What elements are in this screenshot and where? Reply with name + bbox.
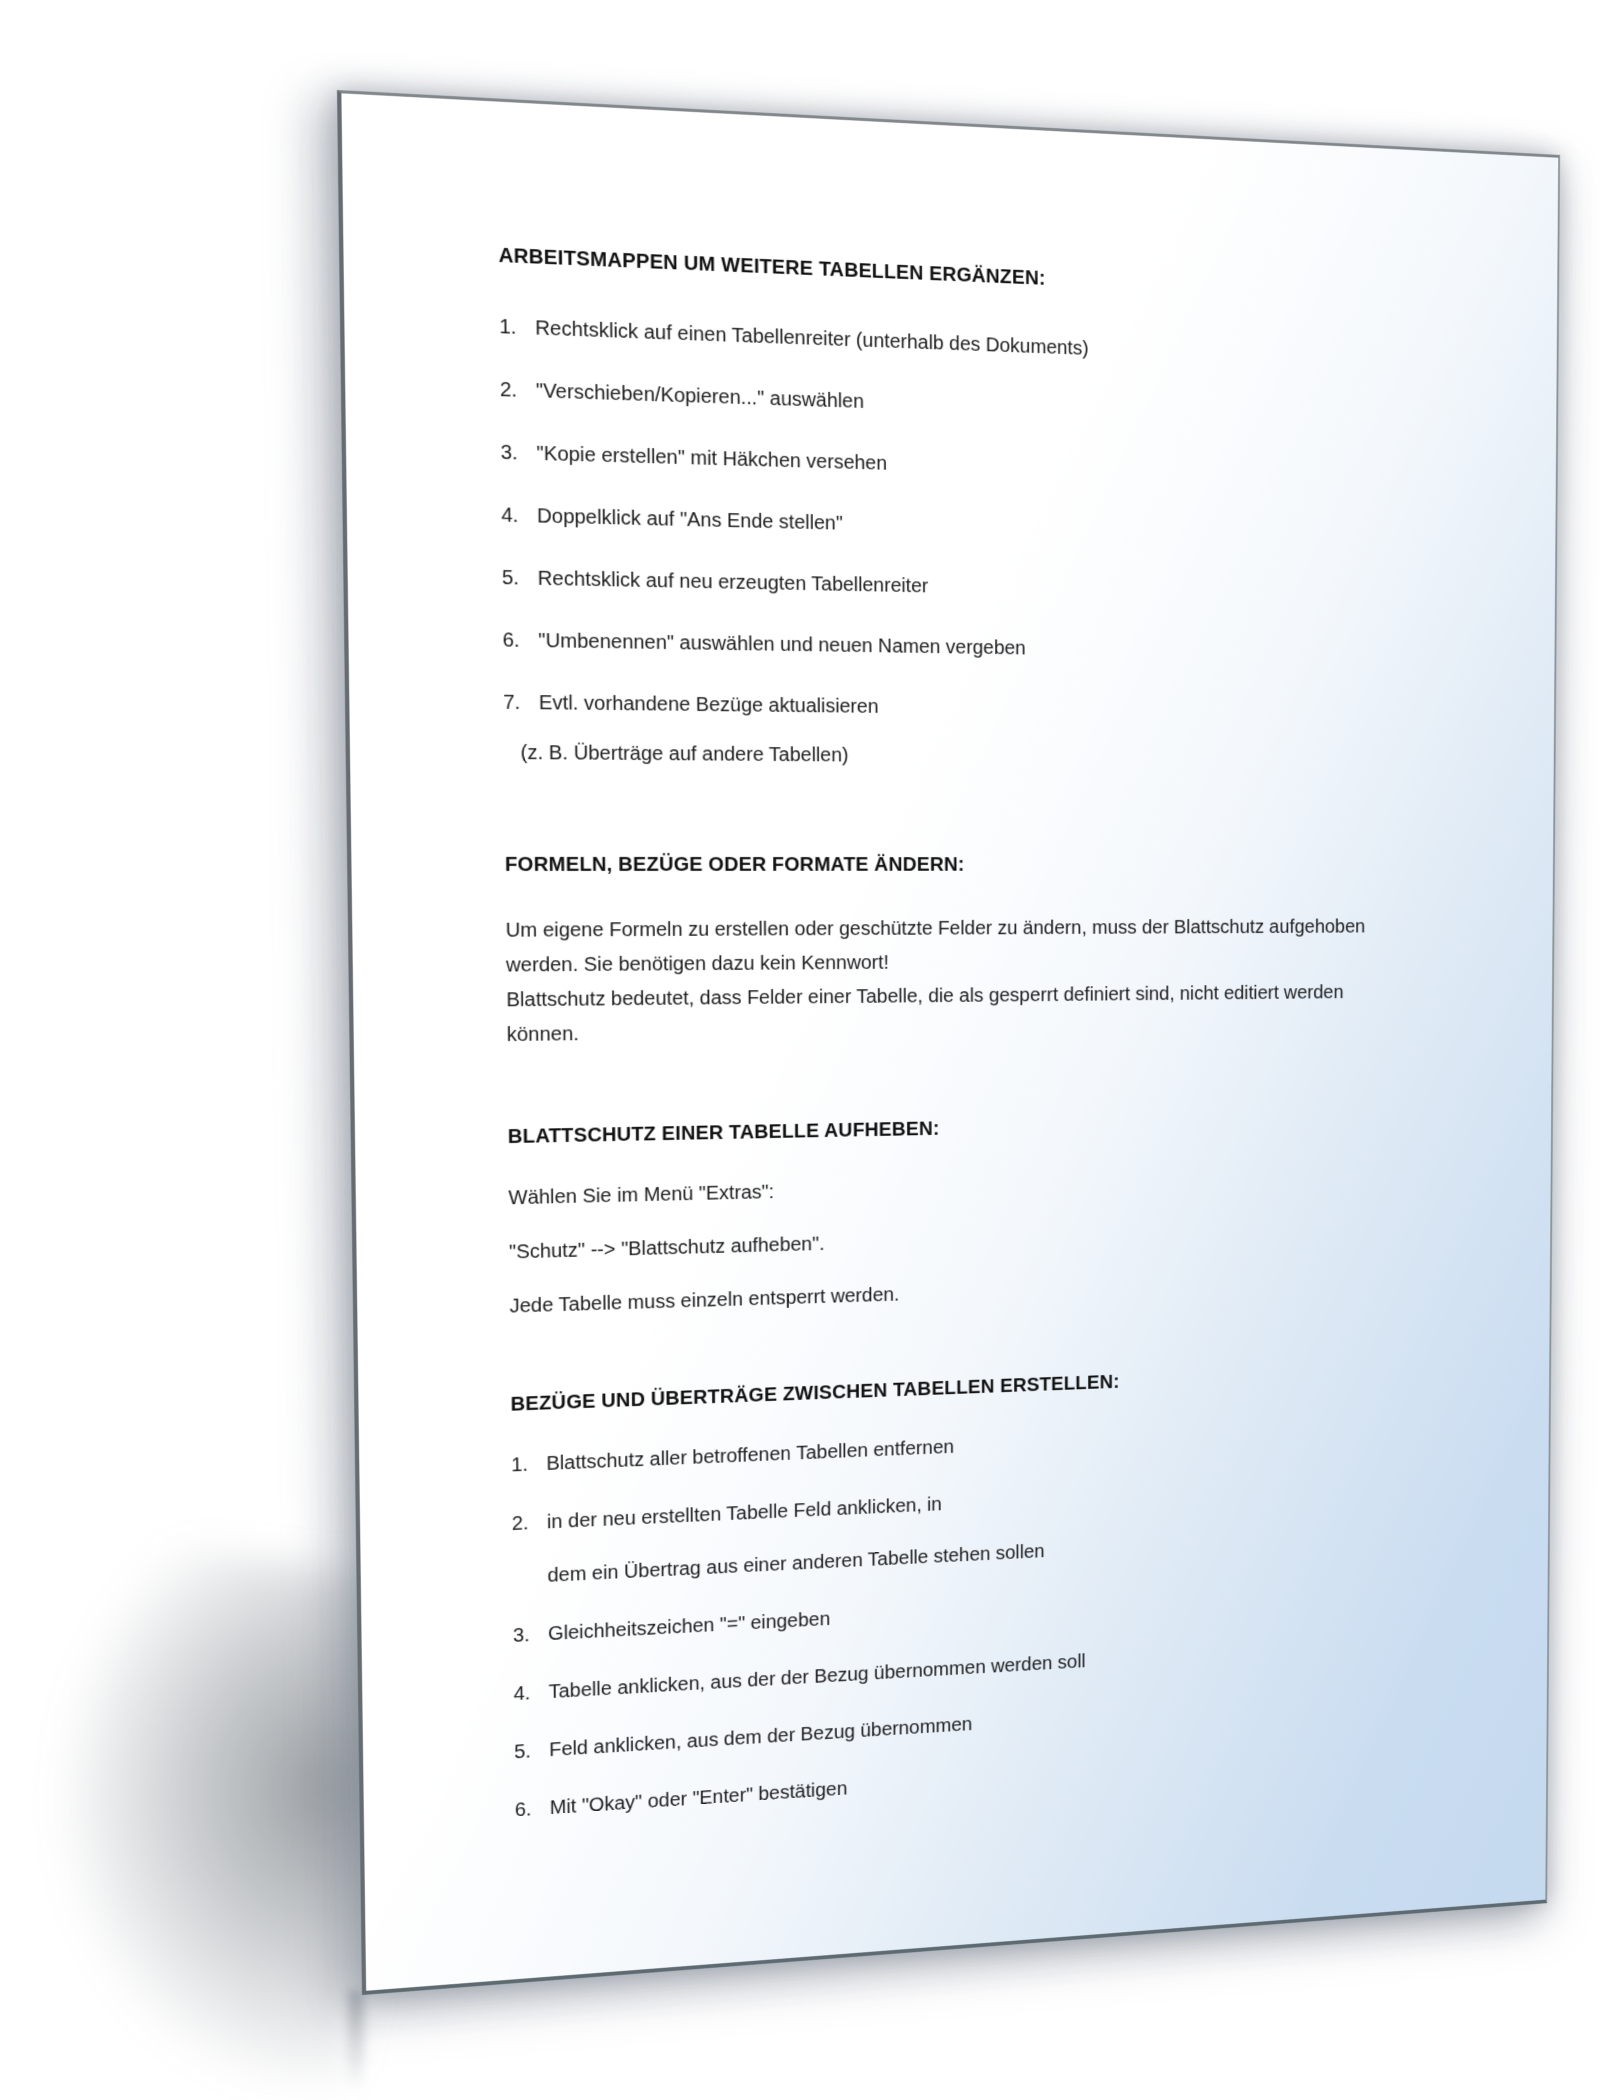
list-text: Rechtsklick auf einen Tabellenreiter (unterhalb des Dokuments) <box>535 317 1089 360</box>
list-text: Blattschutz aller betroffenen Tabellen entfernen <box>546 1436 955 1475</box>
list-text: Feld anklicken, aus dem der Bezug übernommen <box>549 1714 973 1762</box>
paragraph-line: Blattschutz bedeutet, dass Felder einer Tabelle, die als gesperrt definiert sind, nicht editiert werden <box>506 982 1344 1012</box>
list-text: Gleichheitszeichen "=" eingeben <box>547 1608 831 1645</box>
list-text <box>547 1488 1045 1589</box>
list-text: Doppelklick auf "Ans Ende stellen" <box>536 505 843 535</box>
list-text: "Kopie erstellen" mit Häkchen versehen <box>536 442 888 475</box>
list-text: Evtl. vorhandene Bezüge aktualisieren <box>538 692 879 718</box>
list-text-line2: dem ein Übertrag aus einer anderen Tabelle stehen sollen <box>547 1541 1045 1587</box>
list-text: Rechtsklick auf neu erzeugten Tabellenreiter <box>537 567 929 598</box>
page-corner-reflection <box>348 1990 364 2090</box>
list-number: 7. <box>503 691 521 714</box>
list-number: 1. <box>499 315 517 339</box>
page-content <box>498 243 1469 1980</box>
list-text: Mit "Okay" oder "Enter" bestätigen <box>549 1778 848 1819</box>
paragraph-line: Um eigene Formeln zu erstellen oder geschützte Felder zu ändern, muss der Blattschutz aufgehoben <box>505 916 1366 942</box>
list-text: "Verschieben/Kopieren..." auswählen <box>535 380 865 413</box>
list-item <box>512 1469 1463 1591</box>
list-number: 3. <box>512 1624 530 1647</box>
paragraph-line: Wählen Sie im Menü "Extras": <box>508 1181 775 1210</box>
list-number: 6. <box>514 1798 532 1822</box>
list-item <box>501 440 1469 493</box>
list-text: "Umbenennen" auswählen und neuen Namen vergeben <box>538 630 1026 660</box>
list-number: 1. <box>511 1454 529 1477</box>
paragraph-line: werden. Sie benötigen dazu kein Kennwort! <box>505 952 889 977</box>
section-heading-formeln: FORMELN, BEZÜGE ODER FORMATE ÄNDERN: <box>504 853 965 876</box>
list-text: Tabelle anklicken, aus der der Bezug übernommen werden soll <box>548 1651 1086 1704</box>
list-number: 3. <box>500 441 518 465</box>
list-number: 4. <box>513 1682 531 1706</box>
paragraph-line: Jede Tabelle muss einzeln entsperrt werden. <box>509 1284 900 1318</box>
list-text-line1: in der neu erstellten Tabelle Feld anklicken, in <box>546 1494 942 1534</box>
section-heading-arbeitsmappen: ARBEITSMAPPEN UM WEITERE TABELLEN ERGÄNZEN: <box>498 244 1046 290</box>
section-heading-bezuege: BEZÜGE UND ÜBERTRÄGE ZWISCHEN TABELLEN ERSTELLEN: <box>510 1371 1120 1416</box>
paragraph-line: können. <box>506 1023 579 1047</box>
section-heading-blattschutz: BLATTSCHUTZ EINER TABELLE AUFHEBEN: <box>507 1118 940 1148</box>
list-number: 5. <box>501 566 520 590</box>
document-page <box>337 90 1560 1995</box>
list-item <box>501 502 1468 551</box>
list-number: 5. <box>514 1740 532 1764</box>
list-number: 6. <box>502 629 520 652</box>
list-item <box>503 690 1467 726</box>
list-number: 4. <box>501 504 519 528</box>
list-item <box>511 1414 1463 1478</box>
list-item <box>499 314 1469 376</box>
list-item <box>502 627 1467 667</box>
paragraph-line: "Schutz" --> "Blattschutz aufheben". <box>508 1233 825 1264</box>
list-number: 2. <box>499 378 518 402</box>
list-item <box>500 377 1469 434</box>
list-item <box>502 565 1468 610</box>
references-list <box>511 1414 1463 1823</box>
list-note: (z. B. Überträge auf andere Tabellen) <box>520 742 849 767</box>
list-number: 2. <box>511 1512 529 1535</box>
